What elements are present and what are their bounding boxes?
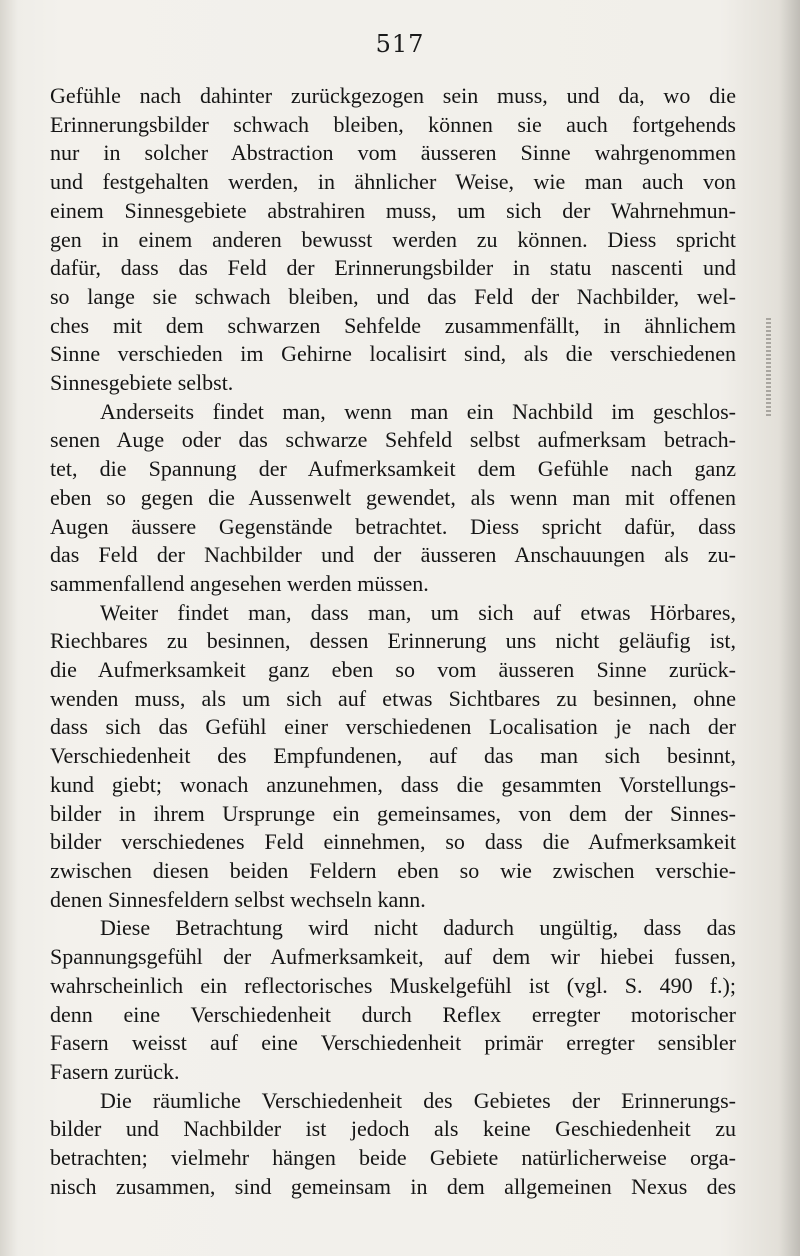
text-line: Fasern weisst auf eine Verschiedenheit primär erregter sensibler	[50, 1030, 736, 1056]
text-line: bilder verschiedenes Feld einnehmen, so dass die Aufmerksamkeit	[50, 829, 736, 855]
paragraph-end-line: denen Sinnesfeldern selbst wechseln kann.	[50, 886, 426, 912]
margin-mark	[766, 318, 771, 418]
text-line: wenden muss, als um sich auf etwas Sichtbares zu besinnen, ohne	[50, 685, 736, 711]
page-number: 517	[375, 30, 425, 58]
text-line: gen in einem anderen bewusst werden zu können. Diess spricht	[50, 226, 736, 252]
text-line: einem Sinnesgebiete abstrahiren muss, um sich der Wahrnehmun-	[50, 197, 736, 223]
paragraph-start-line: Diese Betrachtung wird nicht dadurch ungültig, dass das	[100, 915, 736, 941]
text-line: eben so gegen die Aussenwelt gewendet, als wenn man mit offenen	[50, 484, 736, 510]
text-line: ches mit dem schwarzen Sehfelde zusammenfällt, in ähnlichem	[50, 312, 736, 338]
text-line: denn eine Verschiedenheit durch Reflex erregter motorischer	[50, 1001, 736, 1027]
paragraph-end-line: sammenfallend angesehen werden müssen.	[50, 570, 429, 596]
text-line: bilder in ihrem Ursprunge ein gemeinsames, von dem der Sinnes-	[50, 800, 736, 826]
text-line: Gefühle nach dahinter zurückgezogen sein muss, und da, wo die	[50, 83, 736, 108]
text-line: Augen äussere Gegenstände betrachtet. Diess spricht dafür, dass	[50, 513, 736, 539]
text-line: nur in solcher Abstraction vom äusseren Sinne wahrgenommen	[50, 140, 736, 166]
paragraph-start-line: Die räumliche Verschiedenheit des Gebietes der Erinnerungs-	[100, 1087, 736, 1113]
text-line: kund giebt; wonach anzunehmen, dass die gesammten Vorstellungs-	[50, 771, 736, 797]
text-line: tet, die Spannung der Aufmerksamkeit dem Gefühle nach ganz	[50, 456, 736, 482]
text-line: dafür, dass das Feld der Erinnerungsbilder in statu nascenti und	[50, 255, 736, 281]
text-line: betrachten; vielmehr hängen beide Gebiete natürlicherweise orga-	[50, 1145, 736, 1171]
text-line: das Feld der Nachbilder und der äusseren Anschauungen als zu-	[50, 542, 736, 568]
text-line: senen Auge oder das schwarze Sehfeld selbst aufmerksam betrach-	[50, 427, 736, 453]
text-line: Verschiedenheit des Empfundenen, auf das man sich besinnt,	[50, 743, 736, 769]
text-line: nisch zusammen, sind gemeinsam in dem allgemeinen Nexus des	[50, 1173, 736, 1199]
paragraph-end-line: Sinnesgebiete selbst.	[50, 370, 234, 396]
paragraph-start-line: Weiter findet man, dass man, um sich auf etwas Hörbares,	[100, 599, 736, 625]
text-line: Erinnerungsbilder schwach bleiben, können sie auch fortgehends	[50, 111, 736, 137]
body-text	[50, 82, 736, 1201]
text-line: und festgehalten werden, in ähnlicher Weise, wie man auch von	[50, 169, 736, 195]
text-line: dass sich das Gefühl einer verschiedenen Localisation je nach der	[50, 714, 736, 740]
text-line: Riechbares zu besinnen, dessen Erinnerung uns nicht geläufig ist,	[50, 628, 736, 654]
text-line: wahrscheinlich ein reflectorisches Muskelgefühl ist (vgl. S. 490 f.);	[50, 972, 736, 998]
text-line: Sinne verschieden im Gehirne localisirt sind, als die verschiedenen	[50, 341, 736, 367]
text-line: die Aufmerksamkeit ganz eben so vom äusseren Sinne zurück-	[50, 657, 736, 683]
text-line: bilder und Nachbilder ist jedoch als keine Geschiedenheit zu	[50, 1116, 736, 1142]
paragraph-start-line: Anderseits findet man, wenn man ein Nachbild im geschlos-	[100, 398, 736, 424]
paragraph-end-line: Fasern zurück.	[50, 1058, 180, 1084]
text-line: Spannungsgefühl der Aufmerksamkeit, auf dem wir hiebei fussen,	[50, 944, 736, 970]
text-line: so lange sie schwach bleiben, und das Feld der Nachbilder, wel-	[50, 283, 736, 309]
page-edge-shadow	[778, 0, 800, 1256]
text-line: zwischen diesen beiden Feldern eben so wie zwischen verschie-	[50, 857, 736, 883]
